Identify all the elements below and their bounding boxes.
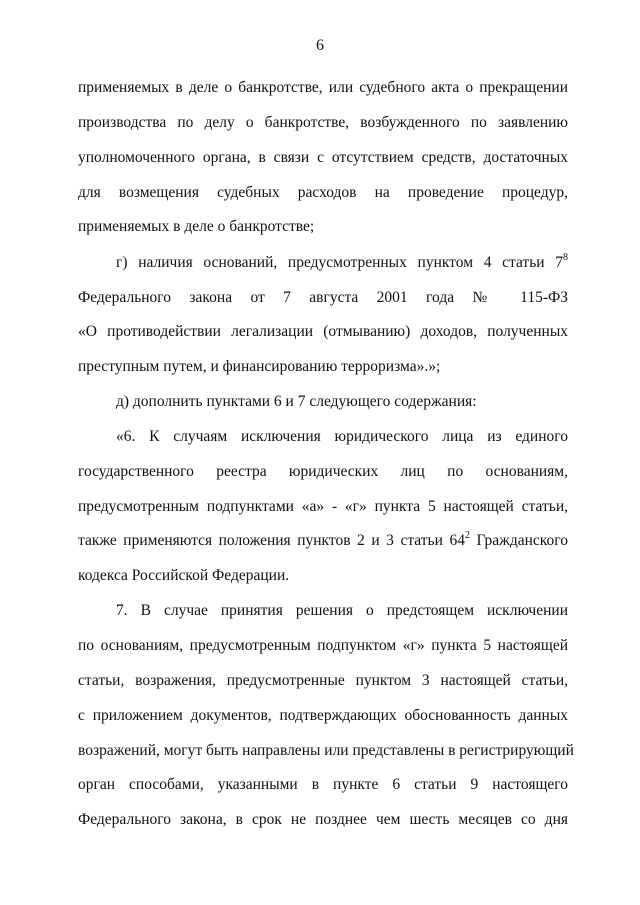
text-line: статьи, возражения, предусмотренные пунктом 3 настоящей статьи, bbox=[78, 672, 568, 689]
text-line: применяемых в деле о банкротстве, или судебного акта о прекращении bbox=[78, 79, 568, 96]
text-line: уполномоченного органа, в связи с отсутствием средств, достаточных bbox=[78, 149, 568, 166]
text-line: производства по делу о банкротстве, возбужденного по заявлению bbox=[78, 114, 568, 131]
text-line-main: также применяются положения пунктов 2 и 3 статьи 64 bbox=[78, 532, 465, 549]
text-line-main: г) наличия оснований, предусмотренных пунктом 4 статьи 7 bbox=[116, 254, 563, 271]
text-line: «6. К случаям исключения юридического лица из единого bbox=[116, 428, 568, 445]
text-line: применяемых в деле о банкротстве; bbox=[78, 218, 315, 235]
text-line: возражений, могут быть направлены или представлены в регистрирующий bbox=[78, 742, 574, 759]
page-number: 6 bbox=[316, 37, 324, 54]
text-line: д) дополнить пунктами 6 и 7 следующего содержания: bbox=[116, 393, 477, 410]
superscript: 2 bbox=[464, 530, 470, 541]
text-line bbox=[116, 253, 568, 273]
text-line: орган способами, указанными в пункте 6 статьи 9 настоящего bbox=[78, 776, 568, 793]
text-line: Федерального закона, в срок не позднее чем шесть месяцев со дня bbox=[78, 811, 568, 828]
text-line: с приложением документов, подтверждающих обоснованность данных bbox=[78, 707, 568, 724]
text-line: для возмещения судебных расходов на проведение процедур, bbox=[78, 184, 568, 201]
superscript: 8 bbox=[563, 252, 568, 263]
text-line: «О противодействии легализации (отмыванию) доходов, полученных bbox=[78, 323, 568, 340]
text-line: 7. В случае принятия решения о предстоящем исключении bbox=[116, 602, 568, 619]
text-line: предусмотренным подпунктами «а» - «г» пункта 5 настоящей статьи, bbox=[78, 498, 568, 515]
text-line bbox=[78, 531, 568, 551]
text-line: государственного реестра юридических лиц по основаниям, bbox=[78, 463, 568, 480]
text-line-tail: Гражданского bbox=[469, 532, 568, 549]
text-line: кодекса Российской Федерации. bbox=[78, 567, 290, 584]
text-line: по основаниям, предусмотренным подпунктом «г» пункта 5 настоящей bbox=[78, 637, 568, 654]
text-line: преступным путем, и финансированию терроризма».»; bbox=[78, 358, 441, 375]
text-line: Федерального закона от 7 августа 2001 года № 115-ФЗ bbox=[78, 289, 568, 306]
